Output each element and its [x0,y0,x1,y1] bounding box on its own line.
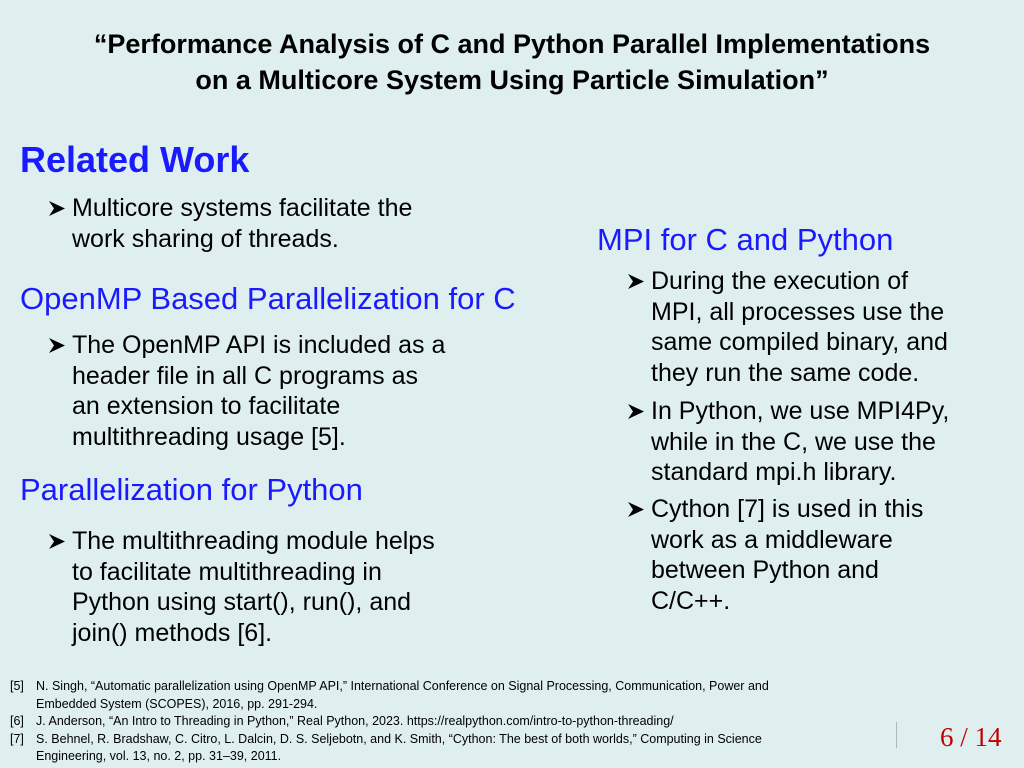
arrow-bullet-icon [627,266,649,290]
arrow-bullet-icon [627,494,649,518]
bullet-line: The multithreading module helps [72,527,435,555]
bullet-line: During the execution of [651,267,909,295]
python-heading: Parallelization for Python [20,472,363,507]
bullet-line: standard mpi.h library. [651,458,897,486]
mpi-bullet-2 [627,396,1017,488]
bullet-line: MPI, all processes use the [651,297,945,326]
footer-divider [896,722,897,748]
arrow-bullet-icon [627,396,649,420]
reference-line: J. Anderson, “An Intro to Threading in Python,” Real Python, 2023. https://realpython.com/intro-to-python-threading/ [36,714,674,728]
mpi-bullet-3 [627,494,1017,616]
bullet-line: multithreading usage [5]. [72,422,346,451]
reference-item [10,713,890,731]
bullet-line: same compiled binary, and [651,328,948,356]
reference-item [10,678,890,713]
slide-title-line-2: on a Multicore System Using Particle Simulation” [195,65,829,95]
reference-item [10,731,890,766]
references [10,678,890,766]
slide-title [0,26,1024,98]
bullet-line: In Python, we use MPI4Py, [651,397,950,425]
slide-title-line-1: “Performance Analysis of C and Python Parallel Implementations [93,29,931,59]
openmp-bullet [48,330,528,452]
mpi-heading: MPI for C and Python [597,222,894,257]
arrow-bullet-icon [48,193,70,217]
bullet-line: to facilitate multithreading in [72,557,382,586]
reference-line: Engineering, vol. 13, no. 2, pp. 31–39, 2011. [36,749,282,763]
reference-line: N. Singh, “Automatic parallelization using OpenMP API,” International Conference on Signal Processing, Communication, Power and [36,679,769,693]
reference-number: [5] [10,679,24,693]
bullet-line: an extension to facilitate [72,392,341,420]
bullet-line: join() methods [6]. [72,618,273,647]
page-number: 6 / 14 [940,722,1002,752]
bullet-line: work sharing of threads. [72,224,339,253]
reference-number: [7] [10,731,24,746]
bullet-line: header file in all C programs as [72,361,418,390]
reference-line: S. Behnel, R. Bradshaw, C. Citro, L. Dalcin, D. S. Seljebotn, and K. Smith, “Cython: The best of both worlds,” Computing in Science [36,731,762,746]
bullet-line: C/C++. [651,586,731,615]
reference-number: [6] [10,714,24,728]
python-bullet [48,526,528,648]
bullet-line: between Python and [651,556,879,584]
openmp-heading: OpenMP Based Parallelization for C [20,281,516,316]
bullet-line: Multicore systems facilitate the [72,194,413,222]
arrow-bullet-icon [48,526,70,550]
bullet-line: they run the same code. [651,358,920,387]
related-work-heading: Related Work [20,139,250,180]
bullet-line: Cython [7] is used in this [651,495,924,523]
bullet-line: Python using start(), run(), and [72,588,412,616]
mpi-bullet-1 [627,266,1017,388]
bullet-line: The OpenMP API is included as a [72,331,446,359]
bullet-line: work as a middleware [651,525,893,554]
bullet-line: while in the C, we use the [651,427,936,456]
related-work-bullet [48,193,528,254]
arrow-bullet-icon [48,330,70,354]
reference-line: Embedded System (SCOPES), 2016, pp. 291-294. [36,696,318,711]
